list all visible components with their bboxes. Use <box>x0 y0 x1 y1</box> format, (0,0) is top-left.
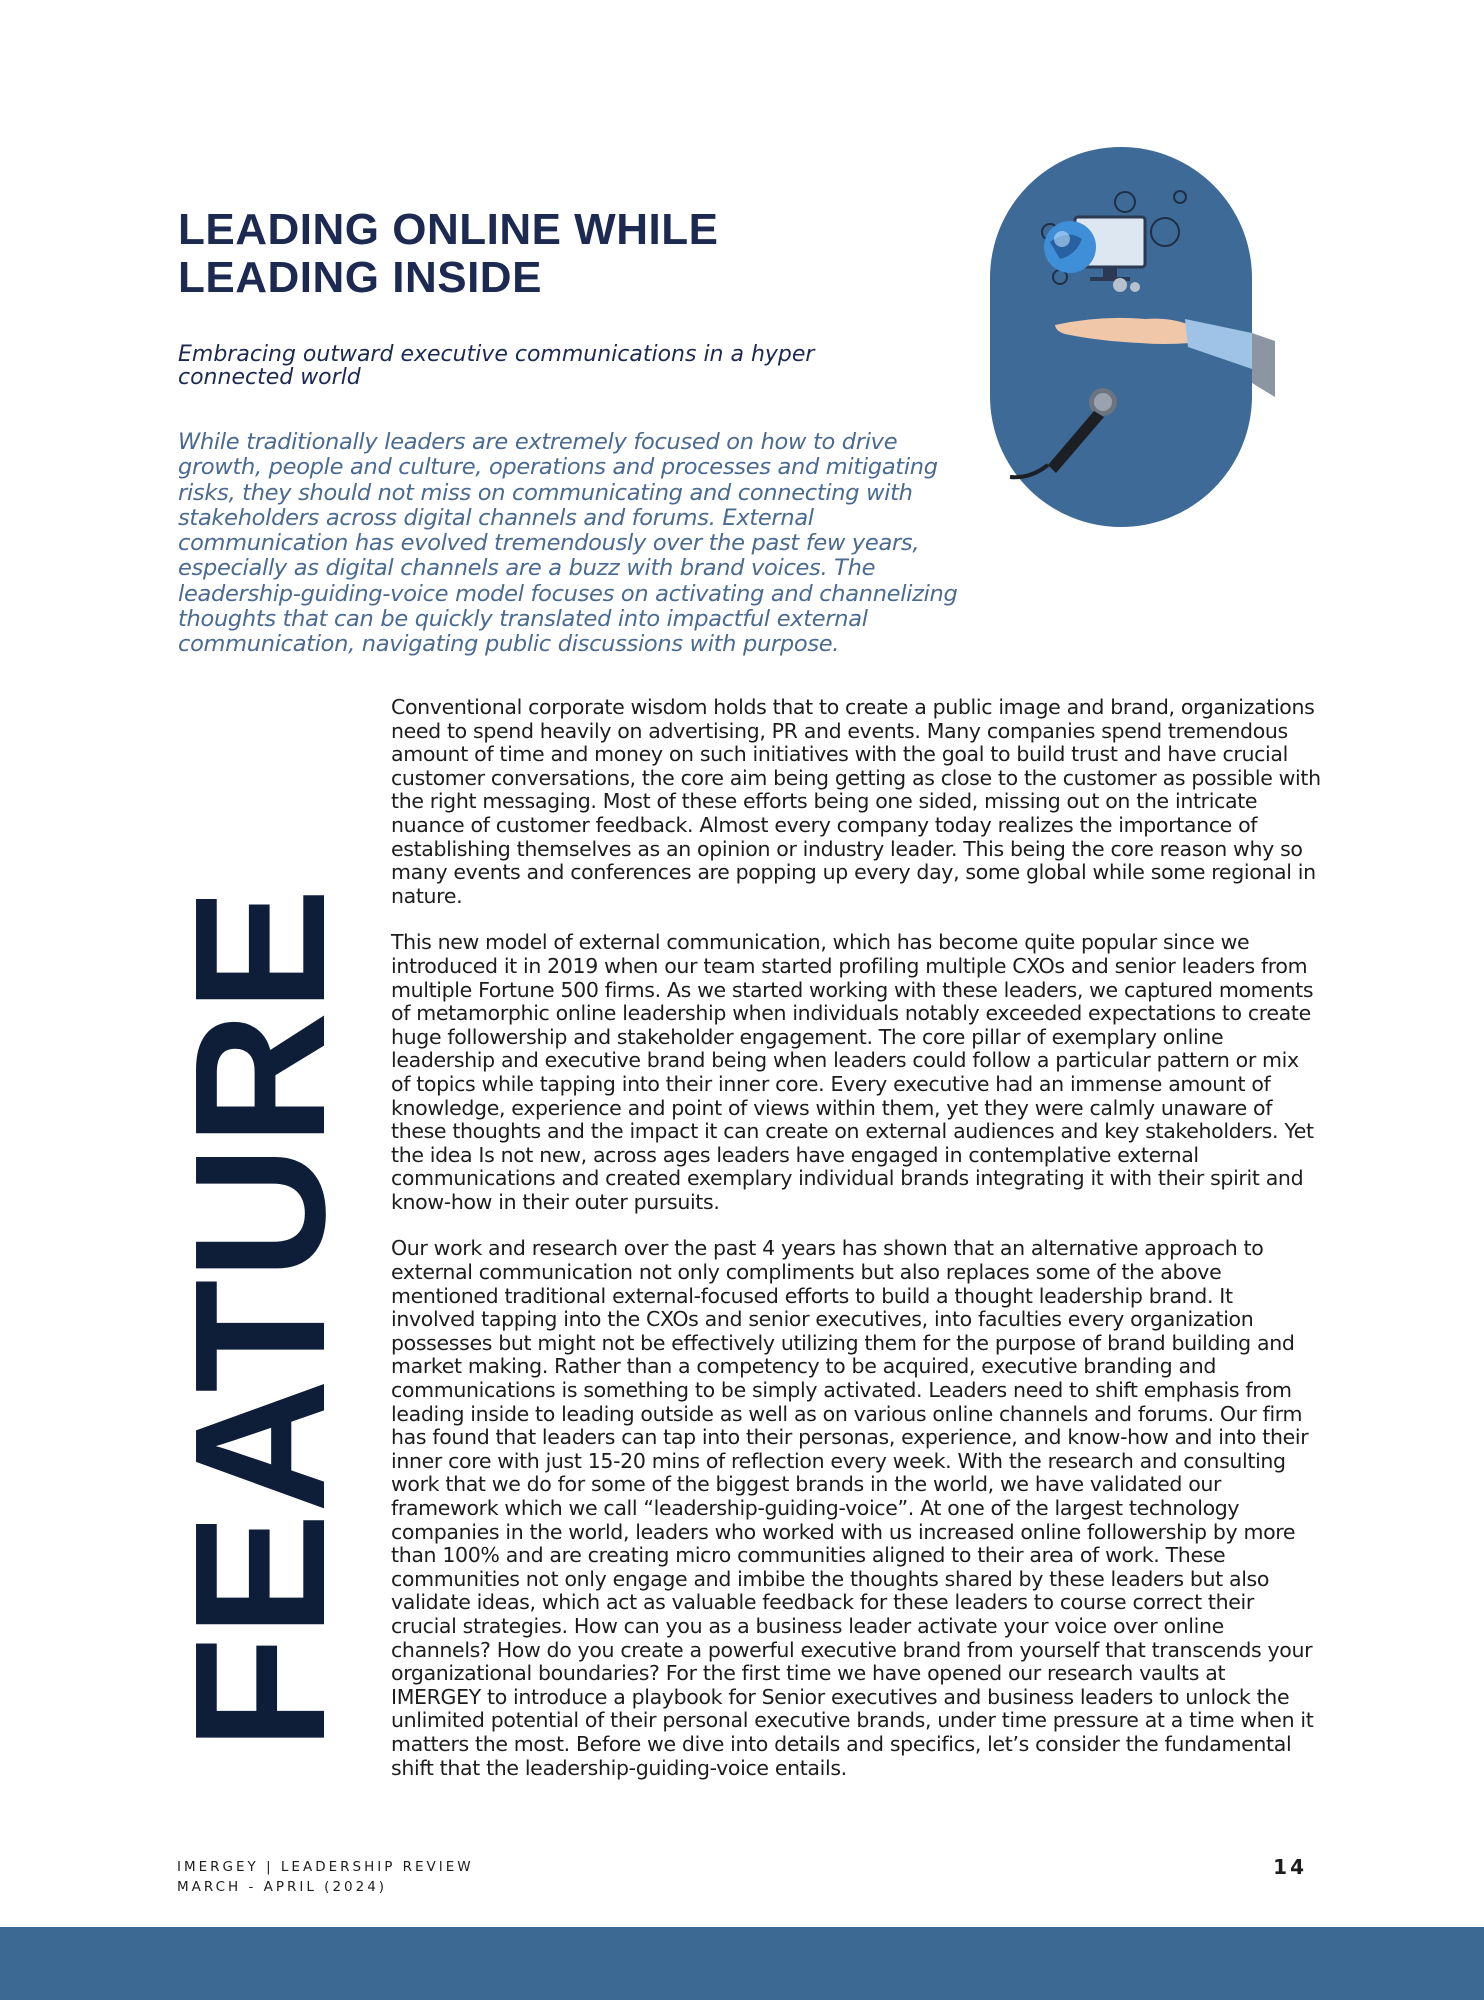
article-body <box>391 696 1321 1803</box>
title-line-2: LEADING INSIDE <box>178 253 542 302</box>
footer-publication-info <box>177 1857 474 1897</box>
globe-icon <box>1044 221 1096 273</box>
hero-illustration <box>990 147 1280 529</box>
article-subtitle: Embracing outward executive communications in a hyper connected world <box>178 342 815 390</box>
page-number: 14 <box>1273 1855 1307 1879</box>
feature-section-label <box>157 880 364 1750</box>
feature-label-text: FEATURE <box>157 885 364 1750</box>
footer-color-band <box>0 1927 1484 2000</box>
body-paragraph: Conventional corporate wisdom holds that to create a public image and brand, organizations need to spend heavily on advertising, PR and events. Many companies spend tremendous amount of time and money on such initiatives with the goal to build trust and have crucial customer conversations, the core aim being getting as close to the customer as possible with the right messaging. Most of these efforts being one sided, missing out on the intricate nuance of customer feedback. Almost every company today realizes the importance of establishing themselves as an opinion or industry leader. This being the core reason why so many events and conferences are popping up every day, some global while some regional in nature. <box>391 695 1321 908</box>
footer-publication: IMERGEY | LEADERSHIP REVIEW <box>177 1859 474 1875</box>
footer-issue: MARCH - APRIL (2024) <box>177 1879 388 1895</box>
body-paragraph: Our work and research over the past 4 years has shown that an alternative approach to external communication not only compliments but also replaces some of the above mentioned traditional external-focused efforts to build a thought leadership brand. It involved tapping into the CXOs and senior executives, into faculties every organization possesses but might not be effectively utilizing them for the purpose of brand building and market making. Rather than a competency to be acquired, executive branding and communications is something to be simply activated. Leaders need to shift emphasis from leading inside to leading outside as well as on various online channels and forums. Our firm has found that leaders can tap into their personas, experience, and know-how and into their inner core with just 15-20 mins of reflection every week. With the research and consulting work that we do for some of the biggest brands in the world, we have validated our framework which we call “leadership-guiding-voice”. At one of the largest technology companies in the world, leaders who worked with us increased online followership by more than 100% and are creating micro communities aligned to their area of work. These communities not only engage and imbibe the thoughts shared by these leaders but also validate ideas, which act as valuable feedback for these leaders to course correct their crucial strategies. How can you as a business leader activate your voice over online channels? How do you create a powerful executive brand from yourself that transcends your organizational boundaries? For the first time we have opened our research vaults at IMERGEY to introduce a playbook for Senior executives and business leaders to unlock the unlimited potential of their personal executive brands, under time pressure at a time when it matters the most. Before we dive into details and specifics, let’s consider the fundamental shift that the leadership-guiding-voice entails. <box>391 1236 1314 1780</box>
body-paragraph: This new model of external communication, which has become quite popular since we introduced it in 2019 when our team started profiling multiple CXOs and senior leaders from multiple Fortune 500 firms. As we started working with these leaders, we captured moments of metamorphic online leadership when individuals notably exceeded expectations to create huge followership and stakeholder engagement. The core pillar of exemplary online leadership and executive brand being when leaders could follow a particular pattern or mix of topics while tapping into their inner core. Every executive had an immense amount of knowledge, experience and point of views within them, yet they were calmly unaware of these thoughts and the impact it can create on external audiences and key stakeholders. Yet the idea Is not new, across ages leaders have engaged in contemplative external communications and created exemplary individual brands integrating it with their spirit and know-how in their outer pursuits. <box>391 930 1314 1214</box>
title-line-1: LEADING ONLINE WHILE <box>178 205 719 254</box>
article-lede: While traditionally leaders are extremely focused on how to drive growth, people and culture, operations and processes and mitigating risks, they should not miss on communicating and connecting with stakeholders across digital channels and forums. External communication has evolved tremendously over the past few years, especially as digital channels are a buzz with brand voices. The leadership-guiding-voice model focuses on activating and channelizing thoughts that can be quickly translated into impactful external communication, navigating public discussions with purpose. <box>178 429 958 658</box>
article-title <box>178 206 738 302</box>
